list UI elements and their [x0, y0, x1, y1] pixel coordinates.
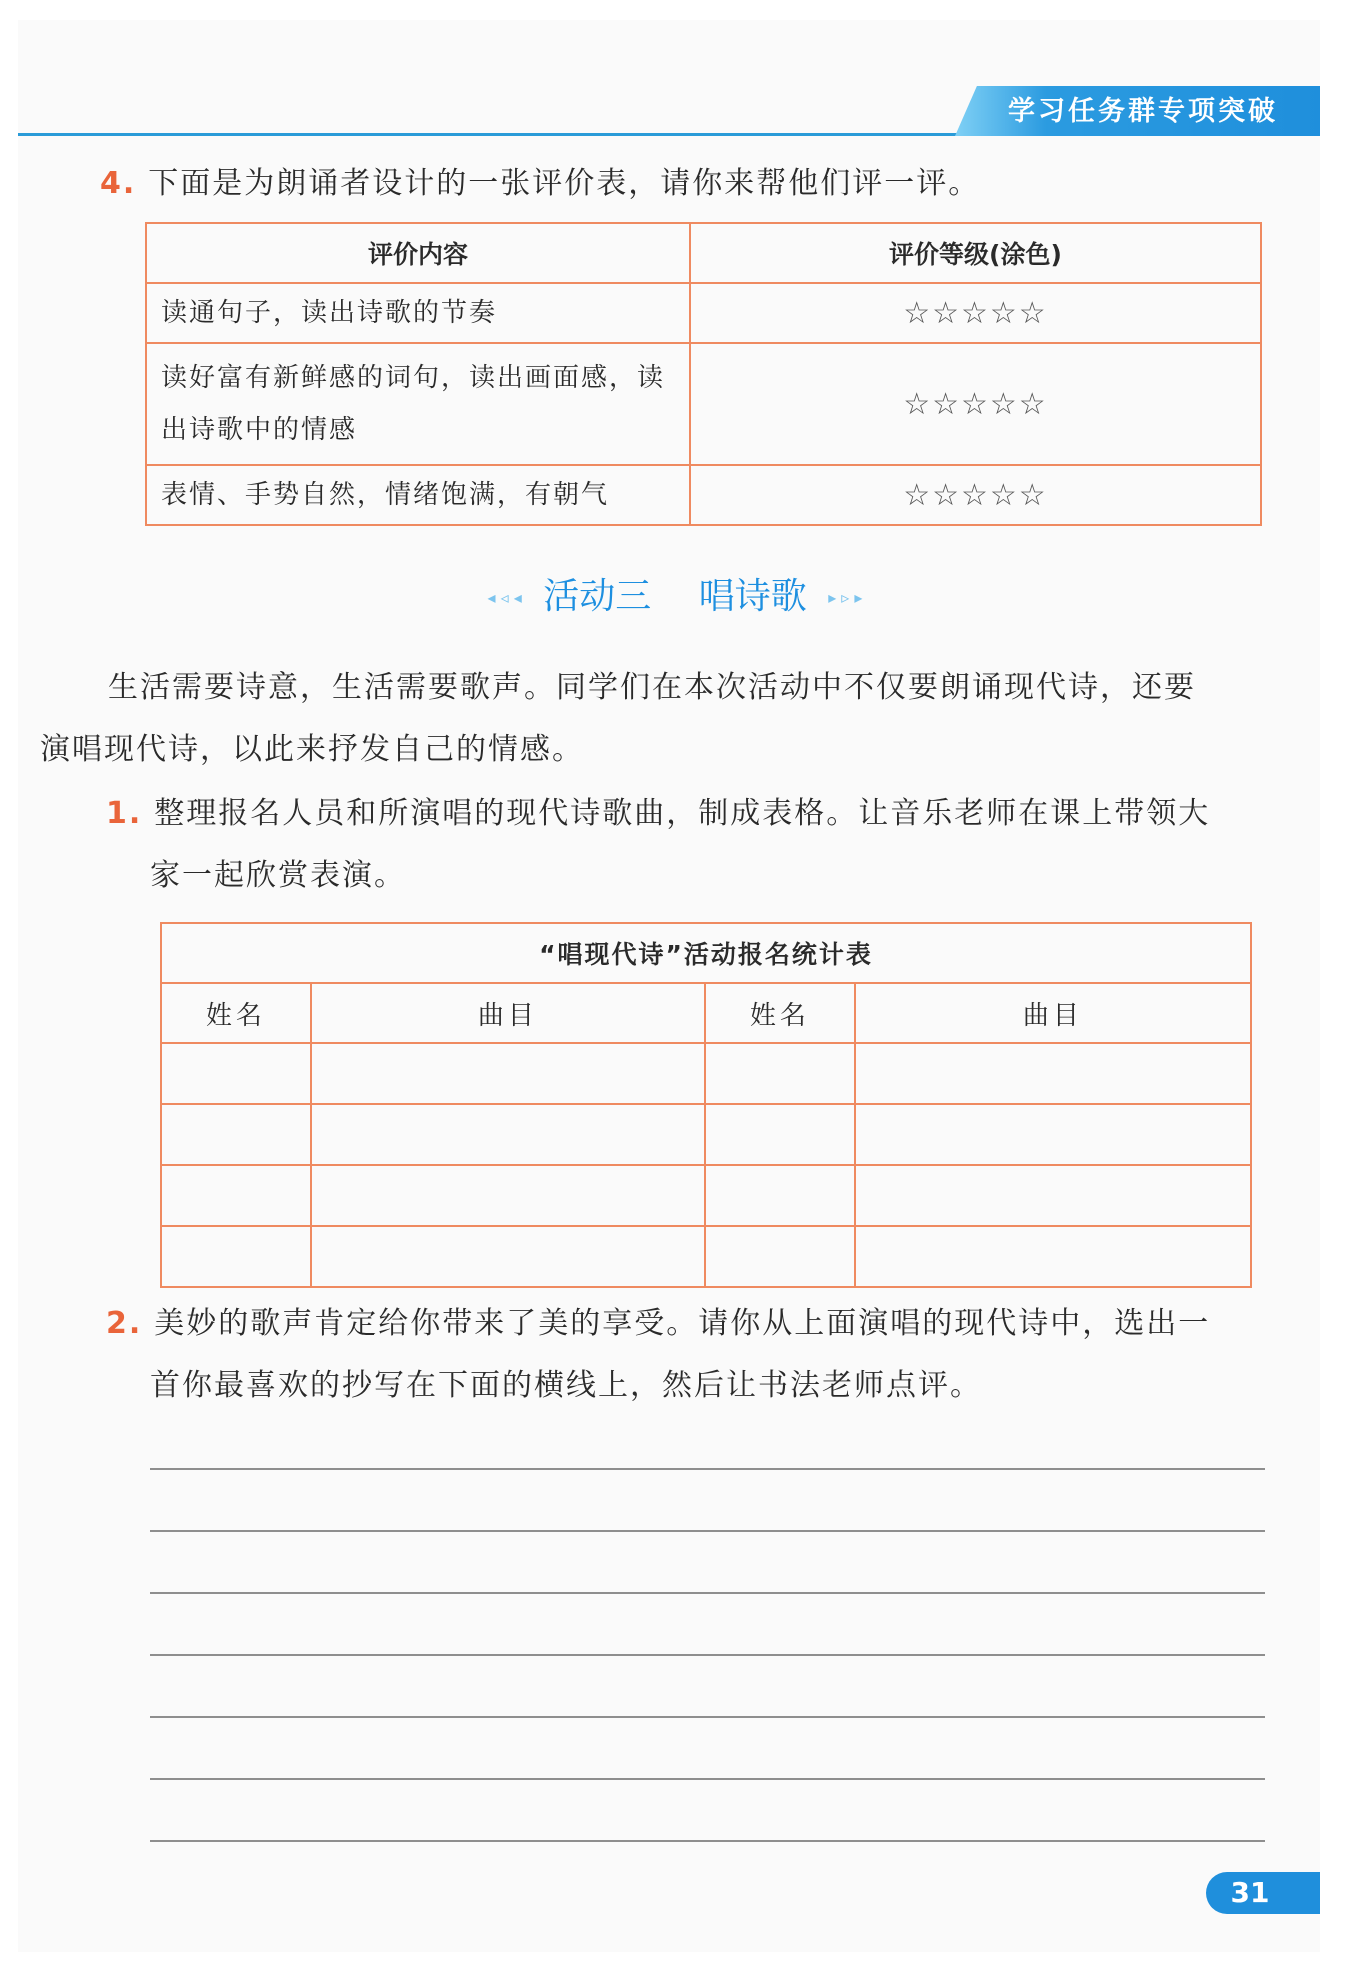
signup-cell-name[interactable] [705, 1104, 855, 1165]
eval-row-2-stars[interactable]: ☆☆☆☆☆ [690, 343, 1261, 465]
writing-line[interactable] [150, 1468, 1265, 1470]
question-2-line1: 美妙的歌声肯定给你带来了美的享受。请你从上面演唱的现代诗中，选出一 [154, 1306, 1211, 1341]
signup-row [161, 1104, 1251, 1165]
signup-header-song-2: 曲目 [855, 983, 1251, 1043]
signup-cell-song[interactable] [855, 1043, 1251, 1104]
question-1-line1: 整理报名人员和所演唱的现代诗歌曲，制成表格。让音乐老师在课上带领大 [154, 796, 1211, 831]
writing-line[interactable] [150, 1778, 1265, 1780]
writing-line[interactable] [150, 1654, 1265, 1656]
signup-row [161, 1043, 1251, 1104]
question-2-line2: 首你最喜欢的抄写在下面的横线上，然后让书法老师点评。 [150, 1368, 982, 1403]
eval-row-1-stars[interactable]: ☆☆☆☆☆ [690, 283, 1261, 343]
writing-line[interactable] [150, 1592, 1265, 1594]
signup-header-name-2: 姓名 [705, 983, 855, 1043]
signup-cell-name[interactable] [161, 1226, 311, 1287]
signup-header-song-1: 曲目 [311, 983, 705, 1043]
page-number: 31 [1230, 1876, 1270, 1909]
eval-row-1-content: 读通句子，读出诗歌的节奏 [146, 283, 690, 343]
signup-cell-name[interactable] [161, 1043, 311, 1104]
eval-row-2-line1: 读好富有新鲜感的词句，读出画面感，读 [161, 363, 666, 393]
question-1 [106, 792, 1210, 836]
writing-line[interactable] [150, 1530, 1265, 1532]
eval-row-3-stars[interactable]: ☆☆☆☆☆ [690, 465, 1261, 525]
question-2 [106, 1302, 1210, 1346]
signup-table-caption: “唱现代诗”活动报名统计表 [161, 923, 1251, 983]
question-1-number: 1. [106, 796, 143, 831]
eval-header-rating: 评价等级(涂色) [690, 223, 1261, 283]
writing-line[interactable] [150, 1716, 1265, 1718]
signup-cell-name[interactable] [705, 1226, 855, 1287]
writing-line[interactable] [150, 1840, 1265, 1842]
question-2-number: 2. [106, 1306, 143, 1341]
header-title: 学习任务群专项突破 [1008, 96, 1278, 127]
section-title: 活动三 [543, 576, 652, 617]
intro-line-2: 演唱现代诗，以此来抒发自己的情感。 [40, 732, 584, 767]
question-1-line2: 家一起欣赏表演。 [150, 858, 406, 893]
eval-row-3-content: 表情、手势自然，情绪饱满，有朝气 [146, 465, 690, 525]
signup-row [161, 1165, 1251, 1226]
signup-cell-song[interactable] [311, 1043, 705, 1104]
evaluation-table [145, 222, 1262, 526]
signup-cell-name[interactable] [705, 1043, 855, 1104]
signup-cell-song[interactable] [855, 1104, 1251, 1165]
signup-cell-song[interactable] [855, 1226, 1251, 1287]
signup-cell-name[interactable] [161, 1104, 311, 1165]
signup-header-name-1: 姓名 [161, 983, 311, 1043]
question-4 [100, 162, 980, 206]
question-4-text: 下面是为朗诵者设计的一张评价表，请你来帮他们评一评。 [148, 166, 981, 201]
signup-cell-song[interactable] [311, 1104, 705, 1165]
intro-line-1: 生活需要诗意，生活需要歌声。同学们在本次活动中不仅要朗诵现代诗，还要 [108, 670, 1196, 705]
signup-cell-song[interactable] [311, 1165, 705, 1226]
signup-table [160, 922, 1252, 1288]
signup-cell-name[interactable] [705, 1165, 855, 1226]
right-arrows-icon: ▸ ▹ ▸ [828, 588, 863, 607]
section-heading [0, 570, 1350, 624]
eval-row-2-line2: 出诗歌中的情感 [161, 415, 358, 445]
question-4-number: 4. [100, 166, 137, 201]
signup-cell-name[interactable] [161, 1165, 311, 1226]
left-arrows-icon: ◂ ◃ ◂ [487, 588, 522, 607]
eval-header-content: 评价内容 [146, 223, 690, 283]
signup-cell-song[interactable] [311, 1226, 705, 1287]
section-subtitle: 唱诗歌 [698, 576, 807, 617]
eval-row-2-content [146, 343, 690, 465]
signup-row [161, 1226, 1251, 1287]
signup-cell-song[interactable] [855, 1165, 1251, 1226]
